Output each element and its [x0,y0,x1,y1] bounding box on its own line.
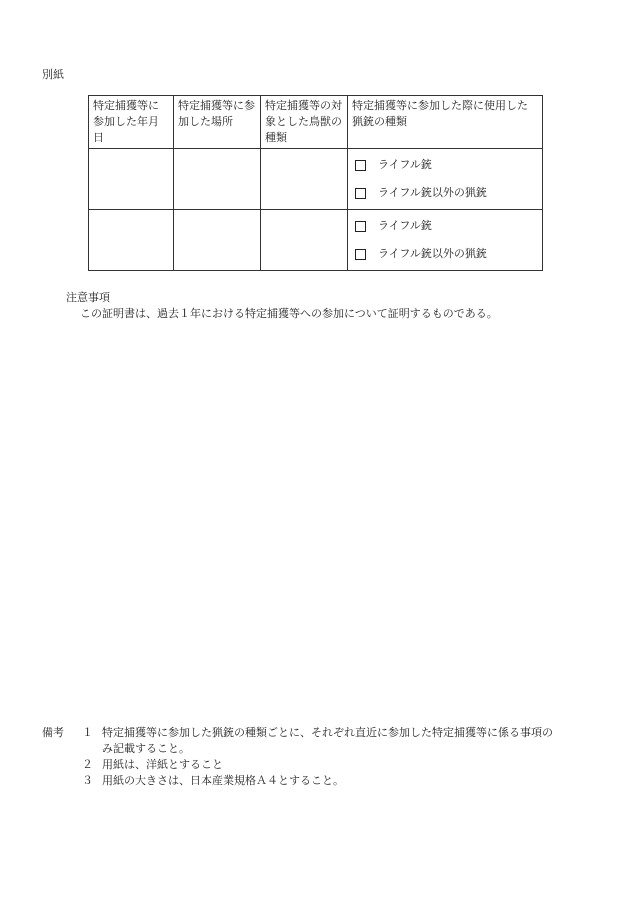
option-label: ライフル銃以外の猟銃 [378,247,487,260]
remark-text: 特定捕獲等に参加した猟銃の種類ごとに、それぞれ直近に参加した特定捕獲等に係る事項の [102,726,553,739]
notes-title: 注意事項 [66,291,110,304]
remark-number: １ [82,726,93,739]
table-row [89,210,543,271]
option-label: ライフル銃 [378,219,432,232]
remarks [42,725,592,789]
option-other-gun[interactable] [352,240,538,268]
remark-item [42,773,592,789]
remark-text: 用紙は、洋紙とすること [102,758,223,771]
table-header-row [89,96,543,149]
option-rifle[interactable] [352,151,538,179]
remark-text: 用紙の大きさは、日本産業規格Ａ４とすること。 [102,774,344,787]
gun-type-cell [348,210,543,271]
option-label: ライフル銃 [378,158,432,171]
place-cell[interactable] [174,210,261,271]
remark-text: み記載すること。 [102,742,190,755]
remark-item [42,725,592,741]
checkbox-rifle[interactable] [355,160,366,171]
remark-item [42,757,592,773]
checkbox-other-gun[interactable] [355,249,366,260]
table-row [89,149,543,210]
remarks-head: 備考 [42,726,64,739]
species-cell[interactable] [261,149,348,210]
checkbox-other-gun[interactable] [355,188,366,199]
remark-item [42,741,592,757]
option-label: ライフル銃以外の猟銃 [378,186,487,199]
page-label: 別紙 [42,68,64,81]
species-cell[interactable] [261,210,348,271]
option-rifle[interactable] [352,212,538,240]
remark-number: ２ [82,758,93,771]
notes-text: この証明書は、過去１年における特定捕獲等への参加について証明するものである。 [80,307,498,320]
header-gun-type: 特定捕獲等に参加した際に使用した猟銃の種類 [348,96,543,149]
checkbox-rifle[interactable] [355,221,366,232]
remark-number: ３ [82,774,93,787]
participation-table [88,95,543,271]
header-date: 特定捕獲等に参加した年月日 [89,96,174,149]
header-species: 特定捕獲等の対象とした鳥獣の種類 [261,96,348,149]
gun-type-cell [348,149,543,210]
date-cell[interactable] [89,149,174,210]
date-cell[interactable] [89,210,174,271]
header-place: 特定捕獲等に参加した場所 [174,96,261,149]
option-other-gun[interactable] [352,179,538,207]
place-cell[interactable] [174,149,261,210]
